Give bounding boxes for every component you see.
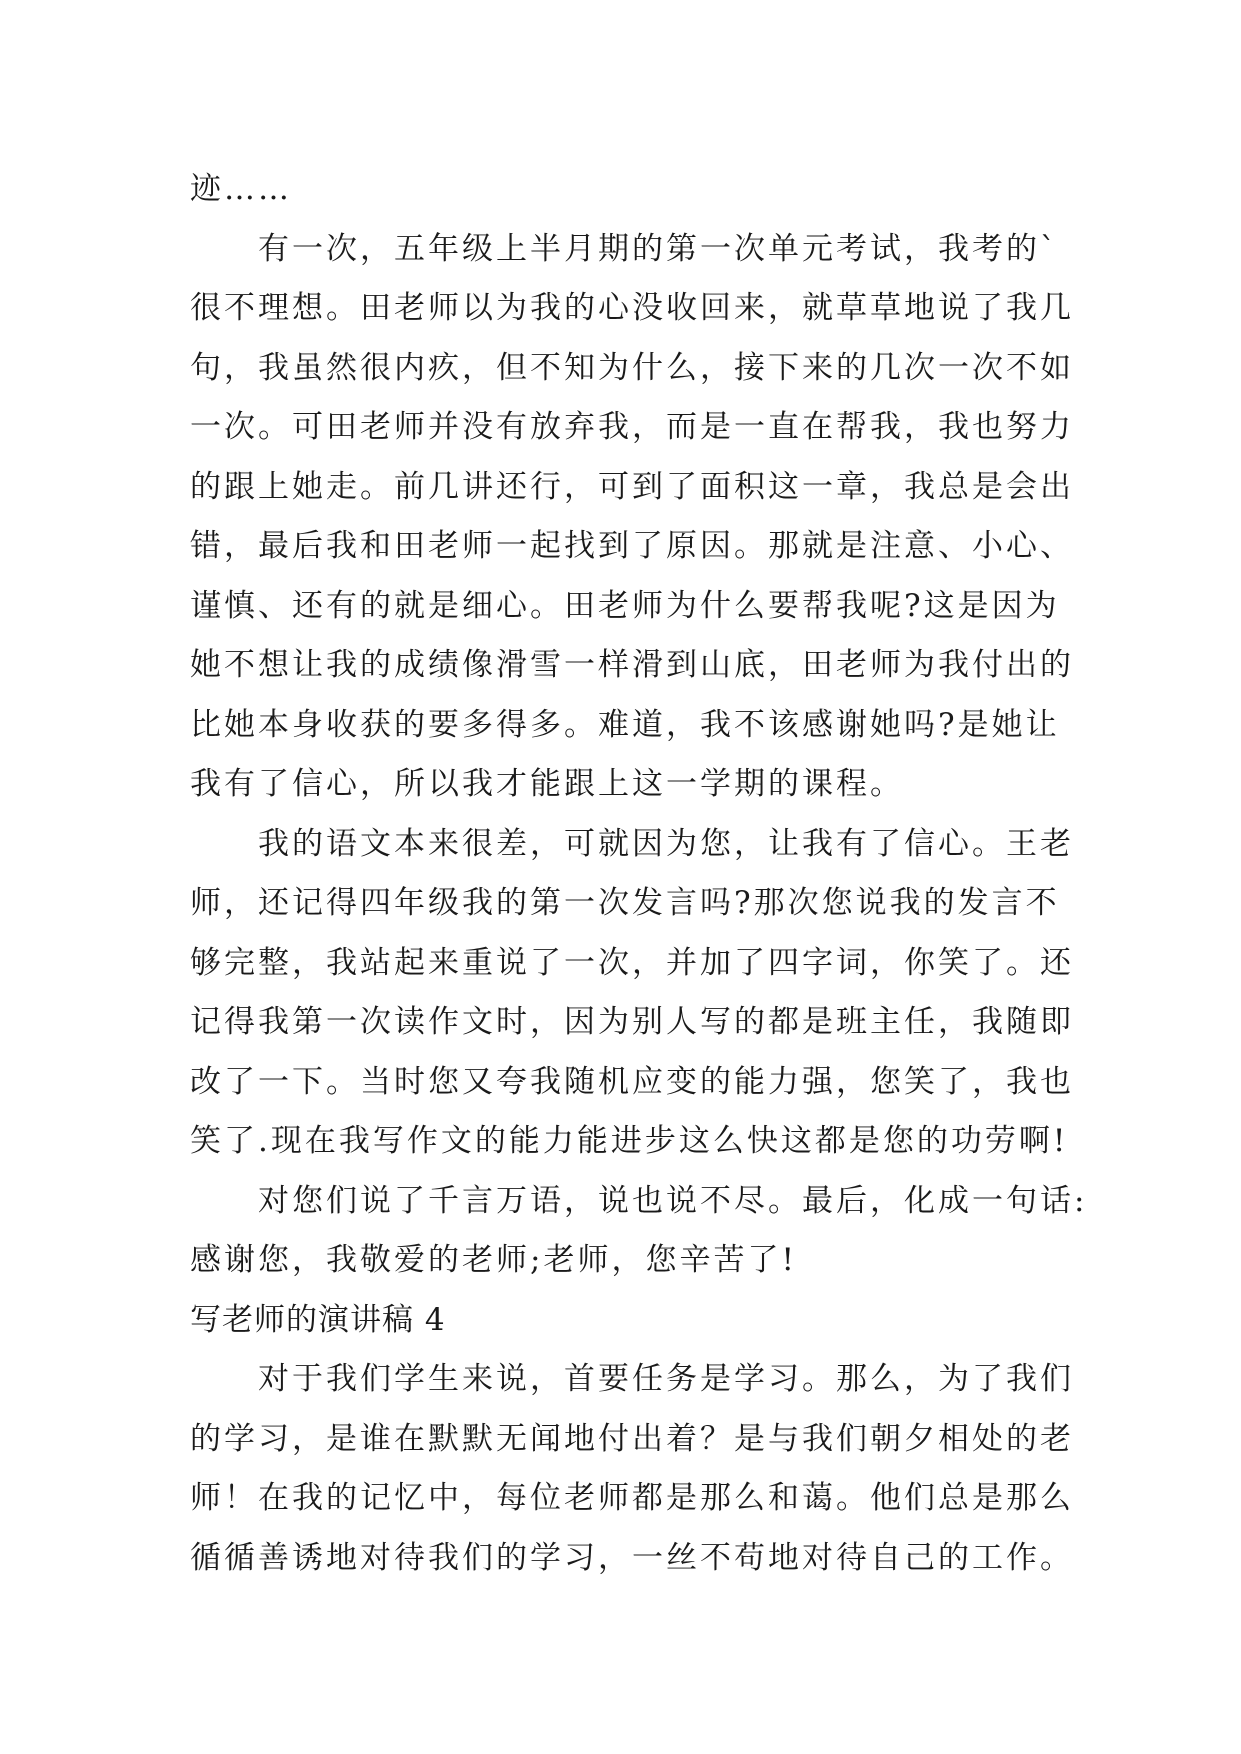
text-line: 我有了信心，所以我才能跟上这一学期的课程。: [190, 766, 904, 802]
text-line: 循循善诱地对待我们的学习，一丝不苟地对待自己的工作。: [190, 1539, 1074, 1576]
text-line: 记得我第一次读作文时，因为别人写的都是班主任，我随即: [190, 1004, 1074, 1040]
text-line: 笑了.现在我写作文的能力能进步这么快这都是您的功劳啊!: [190, 1123, 1069, 1159]
document-body: [190, 160, 1088, 1588]
text-line: 师！在我的记忆中，每位老师都是那么和蔼。他们总是那么: [190, 1480, 1074, 1516]
text-line: 的跟上她走。前几讲还行，可到了面积这一章，我总是会出: [190, 468, 1074, 505]
text-line: 句，我虽然很内疚，但不知为什么，接下来的几次一次不如: [190, 349, 1074, 386]
text-line: 比她本身收获的要多得多。难道，我不该感谢她吗?是她让: [190, 706, 1060, 743]
text-line: 我的语文本来很差，可就因为您，让我有了信心。王老: [190, 825, 1074, 862]
text-line: 谨慎、还有的就是细心。田老师为什么要帮我呢?这是因为: [190, 587, 1060, 624]
text-line: 师，还记得四年级我的第一次发言吗?那次您说我的发言不: [190, 885, 1060, 921]
text-line: 很不理想。田老师以为我的心没收回来，就草草地说了我几: [190, 290, 1074, 326]
text-line: 她不想让我的成绩像滑雪一样滑到山底，田老师为我付出的: [190, 647, 1074, 683]
text-line: 对您们说了千言万语，说也说不尽。最后，化成一句话:: [190, 1182, 1088, 1219]
text-line: 改了一下。当时您又夸我随机应变的能力强，您笑了，我也: [190, 1063, 1074, 1100]
text-line: 的学习，是谁在默默无闻地付出着？是与我们朝夕相处的老: [190, 1420, 1074, 1457]
section-heading: 写老师的演讲稿 4: [190, 1301, 446, 1338]
text-line: 一次。可田老师并没有放弃我，而是一直在帮我，我也努力: [190, 409, 1074, 445]
text-line: 迹……: [190, 171, 292, 207]
text-line: 有一次，五年级上半月期的第一次单元考试，我考的`: [190, 230, 1059, 267]
text-line: 错，最后我和田老师一起找到了原因。那就是注意、小心、: [190, 528, 1074, 564]
text-line: 感谢您，我敬爱的老师;老师，您辛苦了!: [190, 1242, 797, 1278]
text-line: 够完整，我站起来重说了一次，并加了四字词，你笑了。还: [190, 944, 1074, 981]
text-line: 对于我们学生来说，首要任务是学习。那么，为了我们: [190, 1361, 1074, 1397]
